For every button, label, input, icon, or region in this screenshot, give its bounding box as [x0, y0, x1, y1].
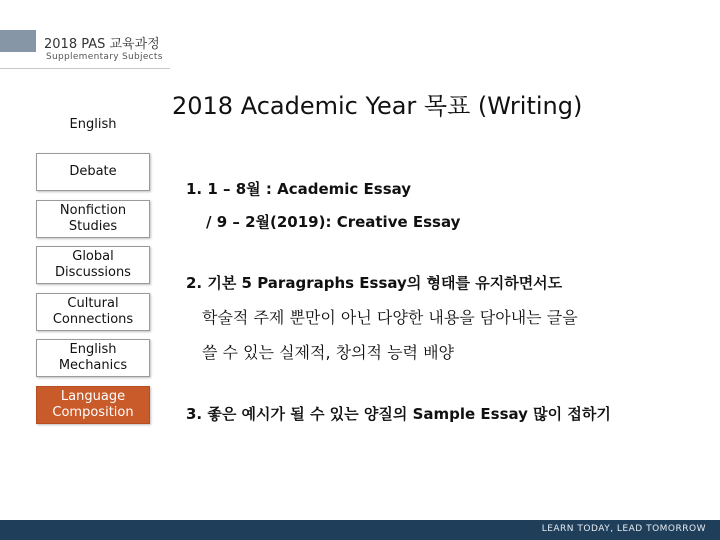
- sidebar-item-label: Debate: [69, 164, 117, 179]
- sidebar-item-label: Cultural Connections: [52, 296, 134, 327]
- sidebar-item-english[interactable]: [36, 106, 150, 144]
- content-line: 1. 1 – 8월 : Academic Essay: [186, 180, 412, 198]
- slide-title: 2018 Academic Year 목표 (Writing): [172, 92, 583, 120]
- sidebar-item-english-mechanics[interactable]: [36, 339, 150, 377]
- header-title: 2018 PAS 교육과정: [44, 37, 160, 52]
- content-line: / 9 – 2월(2019): Creative Essay: [206, 213, 461, 231]
- sidebar-item-label: English Mechanics: [58, 342, 128, 373]
- footer-bar: [0, 520, 720, 540]
- footer-tagline: LEARN TODAY, LEAD TOMORROW: [541, 524, 706, 534]
- sidebar-item-label: Global Discussions: [55, 249, 131, 280]
- sidebar-item-label: Nonfiction Studies: [59, 203, 127, 234]
- content-line: 학술적 주제 뿐만이 아닌 다양한 내용을 담아내는 글을: [202, 308, 578, 327]
- header-accent-block: [0, 30, 36, 52]
- header-divider: [0, 68, 170, 69]
- header-subtitle: Supplementary Subjects: [46, 52, 163, 62]
- sidebar-item-language-composition[interactable]: [36, 386, 150, 424]
- sidebar-item-nonfiction-studies[interactable]: [36, 200, 150, 238]
- sidebar-item-label: Language Composition: [52, 389, 134, 420]
- sidebar-item-cultural-connections[interactable]: [36, 293, 150, 331]
- content-line: 쓸 수 있는 실제적, 창의적 능력 배양: [202, 343, 454, 362]
- top-bar: [0, 0, 720, 30]
- sidebar-item-debate[interactable]: [36, 153, 150, 191]
- sidebar-item-global-discussions[interactable]: [36, 246, 150, 284]
- content-line: 3. 좋은 예시가 될 수 있는 양질의 Sample Essay 많이 접하기: [186, 405, 611, 423]
- content-line: 2. 기본 5 Paragraphs Essay의 형태를 유지하면서도: [186, 274, 563, 292]
- sidebar-item-label: English: [69, 117, 117, 132]
